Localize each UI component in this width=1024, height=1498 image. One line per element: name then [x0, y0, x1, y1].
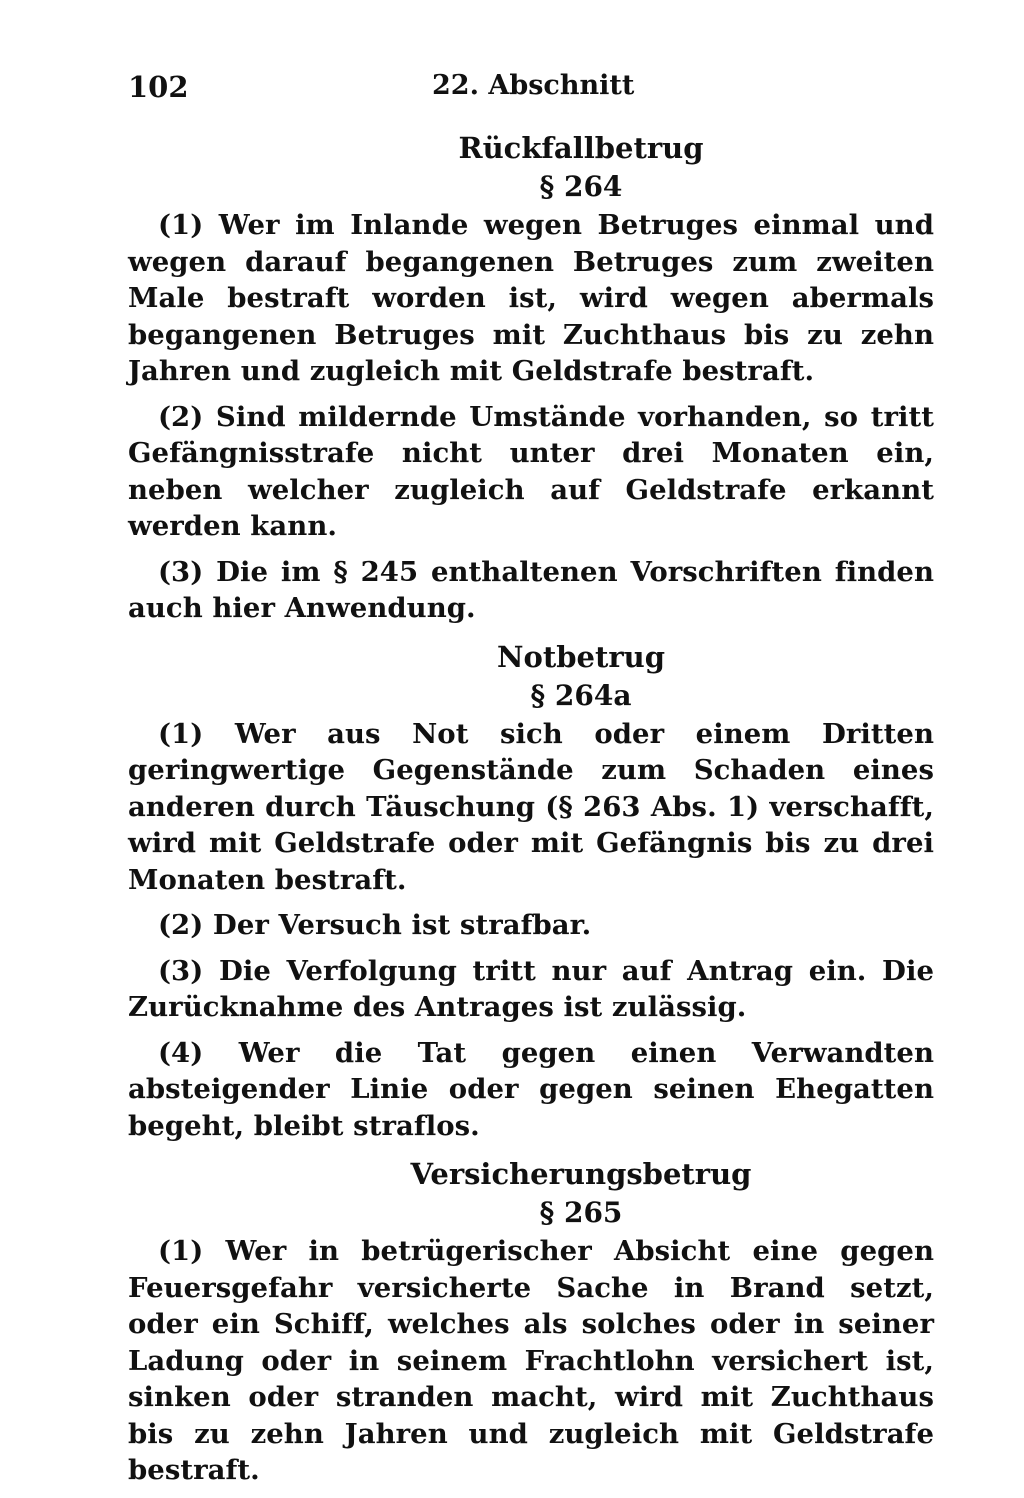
- paragraph-text: (4) Wer die Tat gegen einen Verwandten absteigender Linie oder gegen seinen Ehegatten begeht, bleibt straflos.: [128, 1036, 934, 1142]
- paragraph-text: (3) Die im § 245 enthaltenen Vorschriften finden auch hier Anwendung.: [128, 555, 934, 624]
- section-versicherungsbetrug: [128, 1156, 934, 1489]
- section-notbetrug: [128, 639, 934, 1145]
- paragraph-text: (2) Sind mildernde Umstände vorhanden, so tritt Gefängnisstrafe nicht unter drei Monaten ein, neben welcher zugleich auf Geldstrafe erkannt werden kann.: [128, 400, 934, 542]
- paragraph-number: § 264a: [530, 678, 632, 712]
- section-title: Versicherungsbetrug: [410, 1157, 752, 1191]
- paragraph-text: (1) Wer in betrügerischer Absicht eine gegen Feuersgefahr versicherte Sache in Brand setzt, oder ein Schiff, welches als solches oder in seiner Ladung oder in seinem Frachtlohn versichert ist, sinken oder stranden macht, wird mit Zuchthaus bis zu zehn Jahren und zugleich mit Geldstrafe bestraft.: [128, 1235, 934, 1486]
- running-head: [128, 62, 934, 118]
- paragraph-number: § 265: [539, 1196, 623, 1229]
- paragraph-number: § 264: [539, 170, 623, 203]
- chapter-title: 22. Abschnitt: [432, 70, 635, 101]
- paragraph-text: (2) Der Versuch ist strafbar.: [158, 909, 592, 941]
- paragraph-text: (3) Die Verfolgung tritt nur auf Antrag ein. Die Zurücknahme des Antrages ist zulässig.: [128, 954, 934, 1023]
- paragraph-text: (1) Wer im Inlande wegen Betruges einmal und wegen darauf begangenen Betruges zum zweiten Male bestraft worden ist, wird wegen abermals begangenen Betruges mit Zuchthaus bis zu zehn Jahren und zugleich mit Geldstrafe bestraft.: [128, 209, 934, 387]
- document-page: [128, 62, 934, 1498]
- section-rueckfallbetrug: [128, 130, 934, 627]
- paragraph-text: (1) Wer aus Not sich oder einem Dritten geringwertige Gegenstände zum Schaden eines anderen durch Täuschung (§ 263 Abs. 1) verschafft, wird mit Geldstrafe oder mit Gefängnis bis zu drei Monaten bestraft.: [128, 717, 934, 896]
- page-number: 102: [128, 70, 189, 104]
- section-title: Notbetrug: [496, 639, 665, 674]
- section-title: Rückfallbetrug: [458, 131, 704, 165]
